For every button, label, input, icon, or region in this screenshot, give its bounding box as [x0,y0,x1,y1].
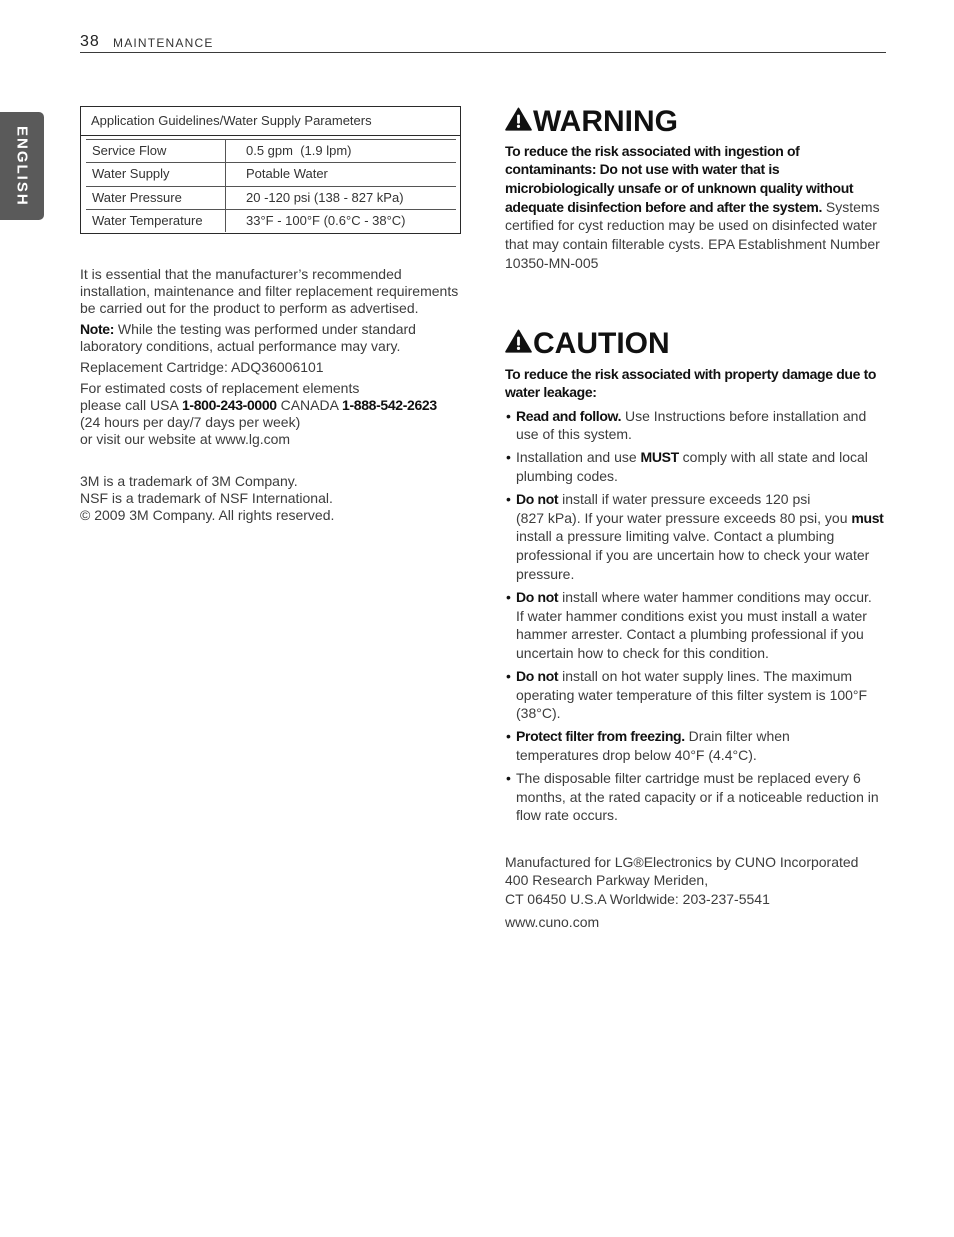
text-line [80,321,416,338]
text-line [516,746,883,765]
text-segment: Manufactured for LG®Electronics by CUNO Incorporated [505,853,859,870]
parameters-table [80,106,461,234]
text-segment: laboratory conditions, actual performance may vary. [80,337,401,354]
caution-bullet-item [516,667,883,723]
text-segment: pressure. [516,565,575,582]
text-line [516,625,883,644]
text-line [80,300,458,317]
text-line [505,890,858,909]
caution-bullet-item [516,769,883,825]
text-segment: For estimated costs of replacement elements [80,379,360,396]
text-line [516,769,883,788]
caution-heading [505,328,670,360]
value-cell: 20 -120 psi (138 - 827 kPa) [246,189,404,205]
text-line [80,338,416,355]
text-line [505,235,880,254]
table-title: Application Guidelines/Water Supply Parameters [81,107,460,136]
bold-text-segment: must [851,509,884,526]
text-line [516,607,883,626]
manufacturer-website [505,913,858,932]
bold-text-segment: 1-800-243-0000 [181,396,277,413]
text-line [505,198,880,217]
text-line [516,527,883,546]
text-line [505,853,858,872]
text-segment: CT 06450 U.S.A Worldwide: 203-237-5541 [505,891,770,908]
text-segment: 10350-MN-005 [505,254,599,271]
language-tab-label: ENGLISH [13,125,31,207]
text-segment: If water hammer conditions exist you must install a water [516,607,867,624]
performance-paragraph [80,266,458,317]
text-line [505,871,858,890]
text-segment: The disposable filter cartridge must be replaced every 6 [516,770,861,787]
trademark-paragraph [80,473,334,524]
text-segment: flow rate occurs. [516,807,618,824]
caution-bullet-item [516,448,883,485]
text-segment: install where water hammer conditions may occur. [558,588,872,605]
text-line [80,414,437,431]
table-row [86,209,456,232]
text-line [516,704,883,723]
text-segment: 3M is a trademark of 3M Company. [80,472,298,489]
replacement-cartridge-paragraph [80,359,324,376]
contact-paragraph [80,380,437,448]
text-line [516,565,883,584]
bold-text-segment: contaminants: Do not use with water that is [505,161,780,178]
text-segment: hammer arrester. Contact a plumbing professional if you [516,626,864,643]
text-line [80,490,334,507]
text-segment: or visit our website at www.lg.com [80,430,291,447]
text-line [516,490,883,509]
text-segment: Replacement Cartridge: ADQ36006101 [80,358,324,375]
bold-text-segment: Note: [80,320,115,337]
text-line [505,913,858,932]
text-segment: (24 hours per day/7 days per week) [80,413,301,430]
text-segment: install if water pressure exceeds 120 psi [558,491,811,508]
bold-text-segment: water leakage: [505,384,597,401]
text-segment: NSF is a trademark of NSF International. [80,489,333,506]
bold-text-segment: Do not [516,667,559,684]
text-line [516,806,883,825]
bold-text-segment: Read and follow. [516,407,622,424]
bold-text-segment: Do not [516,491,559,508]
text-segment: While the testing was performed under standard [114,320,416,337]
text-segment: that may contain filterable cysts. EPA Establishment Number [505,236,880,253]
warning-heading-text: WARNING [533,105,678,138]
text-line [516,509,883,528]
warning-triangle-icon [505,329,532,353]
text-segment: be carried out for the product to perform as advertised. [80,299,419,316]
section-title: MAINTENANCE [113,36,214,50]
caution-bullet-item [516,588,883,663]
text-line [505,179,880,198]
table-row [86,186,456,209]
page-number: 38 [80,32,100,50]
bold-text-segment: MUST [640,449,679,466]
table-row [86,162,456,185]
text-line [505,383,876,402]
text-segment: operating water temperature of this filter system is 100°F [516,686,868,703]
text-line [80,266,458,283]
text-line [505,216,880,235]
bold-text-segment: 1-888-542-2623 [342,396,437,413]
parameter-cell: Water Pressure [86,187,226,209]
warning-text [505,142,880,273]
text-segment: Installation and use [516,449,641,466]
text-segment: Drain filter when [684,728,790,745]
bold-text-segment: adequate disinfection before and after the system. [505,198,823,215]
text-line [80,359,324,376]
text-segment: temperatures drop below 40°F (4.4°C). [516,747,757,764]
value-cell: 33°F - 100°F (0.6°C - 38°C) [246,212,406,228]
manufacturer-address [505,853,858,909]
value-cell: 0.5 gpm (1.9 lpm) [246,143,352,158]
bold-text-segment: To reduce the risk associated with ingestion of [505,142,800,159]
caution-intro [505,365,876,402]
text-segment: (38°C). [516,705,561,722]
text-line [80,380,437,397]
header-rule [80,52,886,53]
text-segment: 400 Research Parkway Meriden, [505,872,709,889]
text-segment: certified for cyst reduction may be used on disinfected water [505,217,877,234]
warning-heading [505,106,678,138]
caution-bullet-list [516,407,883,830]
caution-bullet-item [516,407,883,444]
text-line [516,788,883,807]
text-segment: install a pressure limiting valve. Contact a plumbing [516,528,835,545]
parameter-cell: Water Temperature [86,210,226,232]
text-segment: install on hot water supply lines. The maximum [558,667,853,684]
text-segment: months, at the rated capacity or if a noticeable reduction in [516,788,879,805]
language-tab [0,112,44,220]
bold-text-segment: Protect filter from freezing. [516,728,685,745]
text-segment: © 2009 3M Company. All rights reserved. [80,506,335,523]
text-line [516,407,883,426]
bold-text-segment: To reduce the risk associated with property damage due to [505,365,877,382]
text-line [516,448,883,467]
text-line [516,686,883,705]
text-line [505,160,880,179]
text-line [80,397,437,414]
caution-bullet-item [516,490,883,584]
text-segment: uncertain how to check for this condition. [516,644,769,661]
text-line [516,467,883,486]
text-segment: Systems [822,198,880,215]
warning-triangle-icon [505,107,532,131]
text-segment: It is essential that the manufacturer’s recommended [80,265,402,282]
text-segment: professional if you are uncertain how to check your water [516,547,870,564]
text-line [516,425,883,444]
value-cell: Potable Water [246,166,328,182]
text-segment: use of this system. [516,426,632,443]
text-line [505,142,880,161]
caution-heading-text: CAUTION [533,327,670,360]
text-line [80,431,437,448]
manufacturer-info [505,853,858,936]
text-segment: installation, maintenance and filter replacement requirements [80,282,459,299]
text-segment: comply with all state and local [678,449,868,466]
text-segment: Use Instructions before installation and [621,407,867,424]
table-body [81,139,460,232]
note-paragraph [80,321,416,355]
text-segment: CANADA [276,396,343,413]
parameter-cell: Water Supply [86,163,226,185]
text-line [516,667,883,686]
text-line [516,644,883,663]
text-segment: (827 kPa). If your water pressure exceeds 80 psi, you [516,509,852,526]
text-line [505,365,876,384]
text-line [505,254,880,273]
parameter-cell: Service Flow [86,140,226,162]
text-line [80,283,458,300]
text-line [516,588,883,607]
text-segment: www.cuno.com [505,914,600,931]
text-line [80,507,334,524]
table-row [86,139,456,162]
text-line [516,727,883,746]
text-segment: please call USA [80,396,182,413]
bold-text-segment: Do not [516,588,559,605]
text-segment: plumbing codes. [516,468,618,485]
caution-bullet-item [516,727,883,764]
bold-text-segment: microbiologically unsafe or of unknown quality without [505,180,854,197]
text-line [80,473,334,490]
text-line [516,546,883,565]
